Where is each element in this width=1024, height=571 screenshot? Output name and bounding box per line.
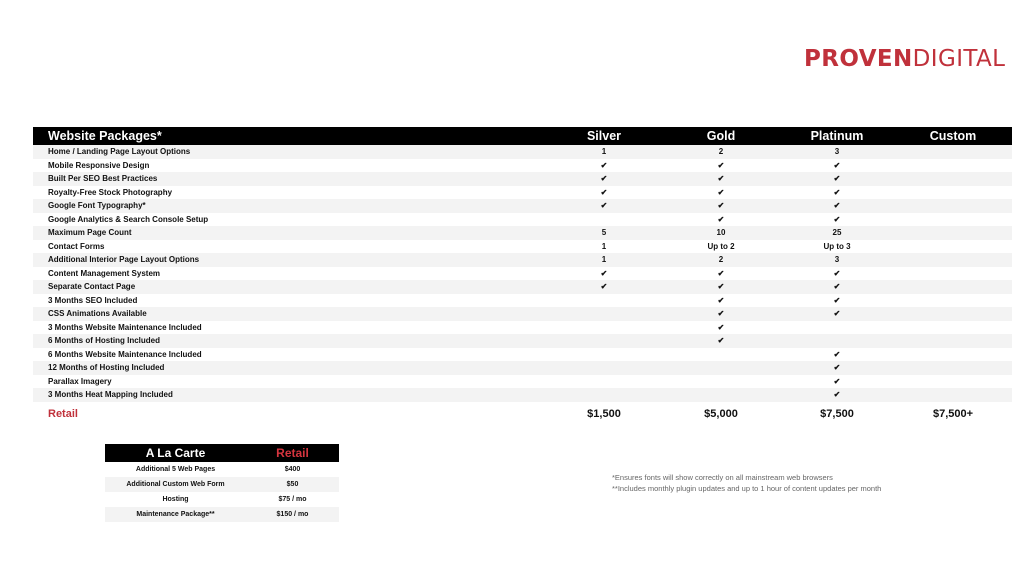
footnote-fonts: *Ensures fonts will show correctly on all mainstream web browsers <box>612 473 833 482</box>
item-price: $400 <box>284 466 301 473</box>
table-row <box>33 186 1012 200</box>
table-row <box>33 267 1012 281</box>
cell-gold: ✔ <box>717 201 725 210</box>
row-label: 12 Months of Hosting Included <box>48 363 165 372</box>
item-price: $50 <box>286 481 299 488</box>
alacarte-title: A La Carte <box>145 446 206 460</box>
cell-silver: 1 <box>601 255 607 264</box>
row-label: 6 Months Website Maintenance Included <box>48 349 202 359</box>
table-row <box>33 213 1012 227</box>
table-row <box>33 388 1012 402</box>
table-row <box>33 321 1012 335</box>
row-label: 6 Months of Hosting Included <box>48 336 160 345</box>
retail-gold: $5,000 <box>704 407 738 420</box>
row-label: Google Analytics & Search Console Setup <box>48 214 209 224</box>
cell-gold: ✔ <box>717 295 725 305</box>
alacarte-table <box>105 444 339 522</box>
cell-silver: 1 <box>601 241 607 251</box>
cell-platinum: Up to 3 <box>823 241 851 251</box>
list-item <box>105 462 339 477</box>
table-row <box>33 145 1012 159</box>
cell-platinum: ✔ <box>833 268 841 278</box>
row-label: 3 Months Heat Mapping Included <box>48 390 173 399</box>
cell-silver: ✔ <box>600 187 608 197</box>
list-item <box>105 492 339 507</box>
item-label: Additional Custom Web Form <box>126 481 225 488</box>
table-row <box>33 240 1012 254</box>
column-custom: Custom <box>929 129 977 143</box>
brand-logo <box>804 44 1005 74</box>
cell-platinum: ✔ <box>833 349 841 359</box>
list-item <box>105 507 339 522</box>
cell-platinum: ✔ <box>833 160 841 170</box>
table-row <box>33 172 1012 186</box>
table-row <box>33 375 1012 389</box>
cell-gold: ✔ <box>717 187 725 197</box>
item-label: Additional 5 Web Pages <box>135 466 216 473</box>
table-row <box>33 294 1012 308</box>
cell-silver: 1 <box>601 147 607 156</box>
row-label: Maximum Page Count <box>48 228 132 237</box>
retail-label: Retail <box>48 407 78 420</box>
cell-platinum: 25 <box>832 228 842 237</box>
row-label: Parallax Imagery <box>48 376 112 386</box>
cell-platinum: 3 <box>834 147 840 156</box>
cell-gold: ✔ <box>717 282 725 291</box>
cell-silver: ✔ <box>600 268 608 278</box>
cell-platinum: ✔ <box>833 214 841 224</box>
cell-gold: Up to 2 <box>707 241 735 251</box>
cell-platinum: ✔ <box>833 282 841 291</box>
cell-gold: ✔ <box>717 336 725 345</box>
cell-gold: ✔ <box>717 309 725 318</box>
cell-platinum: ✔ <box>833 390 841 399</box>
table-row <box>33 361 1012 375</box>
column-silver: Silver <box>586 129 622 143</box>
row-label: Content Management System <box>48 268 161 278</box>
cell-silver: 5 <box>601 228 607 237</box>
cell-gold: ✔ <box>717 214 725 224</box>
table-row <box>33 348 1012 362</box>
item-label: Hosting <box>162 496 189 503</box>
cell-platinum: ✔ <box>833 309 841 318</box>
column-platinum: Platinum <box>810 129 864 143</box>
row-label: 3 Months SEO Included <box>48 295 138 305</box>
retail-custom: $7,500+ <box>932 407 974 420</box>
packages-rows <box>33 145 1012 402</box>
cell-silver: ✔ <box>600 282 608 291</box>
row-label: Additional Interior Page Layout Options <box>48 255 200 264</box>
row-label: CSS Animations Available <box>48 309 147 318</box>
retail-silver: $1,500 <box>587 407 621 420</box>
cell-silver: ✔ <box>600 174 608 183</box>
table-row <box>33 199 1012 213</box>
cell-gold: 2 <box>718 255 724 264</box>
cell-platinum: ✔ <box>833 295 841 305</box>
table-row <box>33 334 1012 348</box>
packages-title: Website Packages* <box>48 129 162 143</box>
retail-row <box>33 404 1012 424</box>
cell-gold: 10 <box>716 228 726 237</box>
cell-gold: ✔ <box>717 268 725 278</box>
brand-logo-part1: PROVEN <box>804 46 913 72</box>
row-label: Mobile Responsive Design <box>48 160 150 170</box>
table-row <box>33 226 1012 240</box>
footnotes <box>612 472 881 494</box>
brand-logo-part2: DIGITAL <box>912 46 1006 72</box>
row-label: Separate Contact Page <box>48 282 136 291</box>
cell-silver: ✔ <box>600 201 608 210</box>
row-label: Built Per SEO Best Practices <box>48 174 158 183</box>
cell-platinum: 3 <box>834 255 840 264</box>
cell-gold: ✔ <box>717 174 725 183</box>
retail-platinum: $7,500 <box>820 407 854 420</box>
row-label: Contact Forms <box>48 241 105 251</box>
item-label: Maintenance Package** <box>136 511 215 518</box>
packages-header-row <box>33 127 1012 145</box>
table-row <box>33 159 1012 173</box>
cell-gold: 2 <box>718 147 724 156</box>
cell-gold: ✔ <box>717 160 725 170</box>
alacarte-price-header: Retail <box>276 446 309 460</box>
column-gold: Gold <box>706 129 736 143</box>
cell-platinum: ✔ <box>833 363 841 372</box>
list-item <box>105 477 339 492</box>
cell-platinum: ✔ <box>833 376 841 386</box>
row-label: Google Font Typography* <box>48 201 146 210</box>
table-row <box>33 280 1012 294</box>
table-row <box>33 307 1012 321</box>
alacarte-header-row <box>105 444 339 462</box>
packages-table <box>33 127 1012 424</box>
cell-platinum: ✔ <box>833 174 841 183</box>
table-row <box>33 253 1012 267</box>
cell-silver: ✔ <box>600 160 608 170</box>
cell-platinum: ✔ <box>833 201 841 210</box>
item-price: $150 / mo <box>276 511 309 518</box>
item-price: $75 / mo <box>278 496 307 503</box>
alacarte-rows <box>105 462 339 522</box>
cell-gold: ✔ <box>717 322 725 332</box>
row-label: 3 Months Website Maintenance Included <box>48 322 202 332</box>
cell-platinum: ✔ <box>833 187 841 197</box>
row-label: Royalty-Free Stock Photography <box>48 187 173 197</box>
footnote-maintenance: **Includes monthly plugin updates and up to 1 hour of content updates per month <box>612 484 882 493</box>
row-label: Home / Landing Page Layout Options <box>48 147 191 156</box>
